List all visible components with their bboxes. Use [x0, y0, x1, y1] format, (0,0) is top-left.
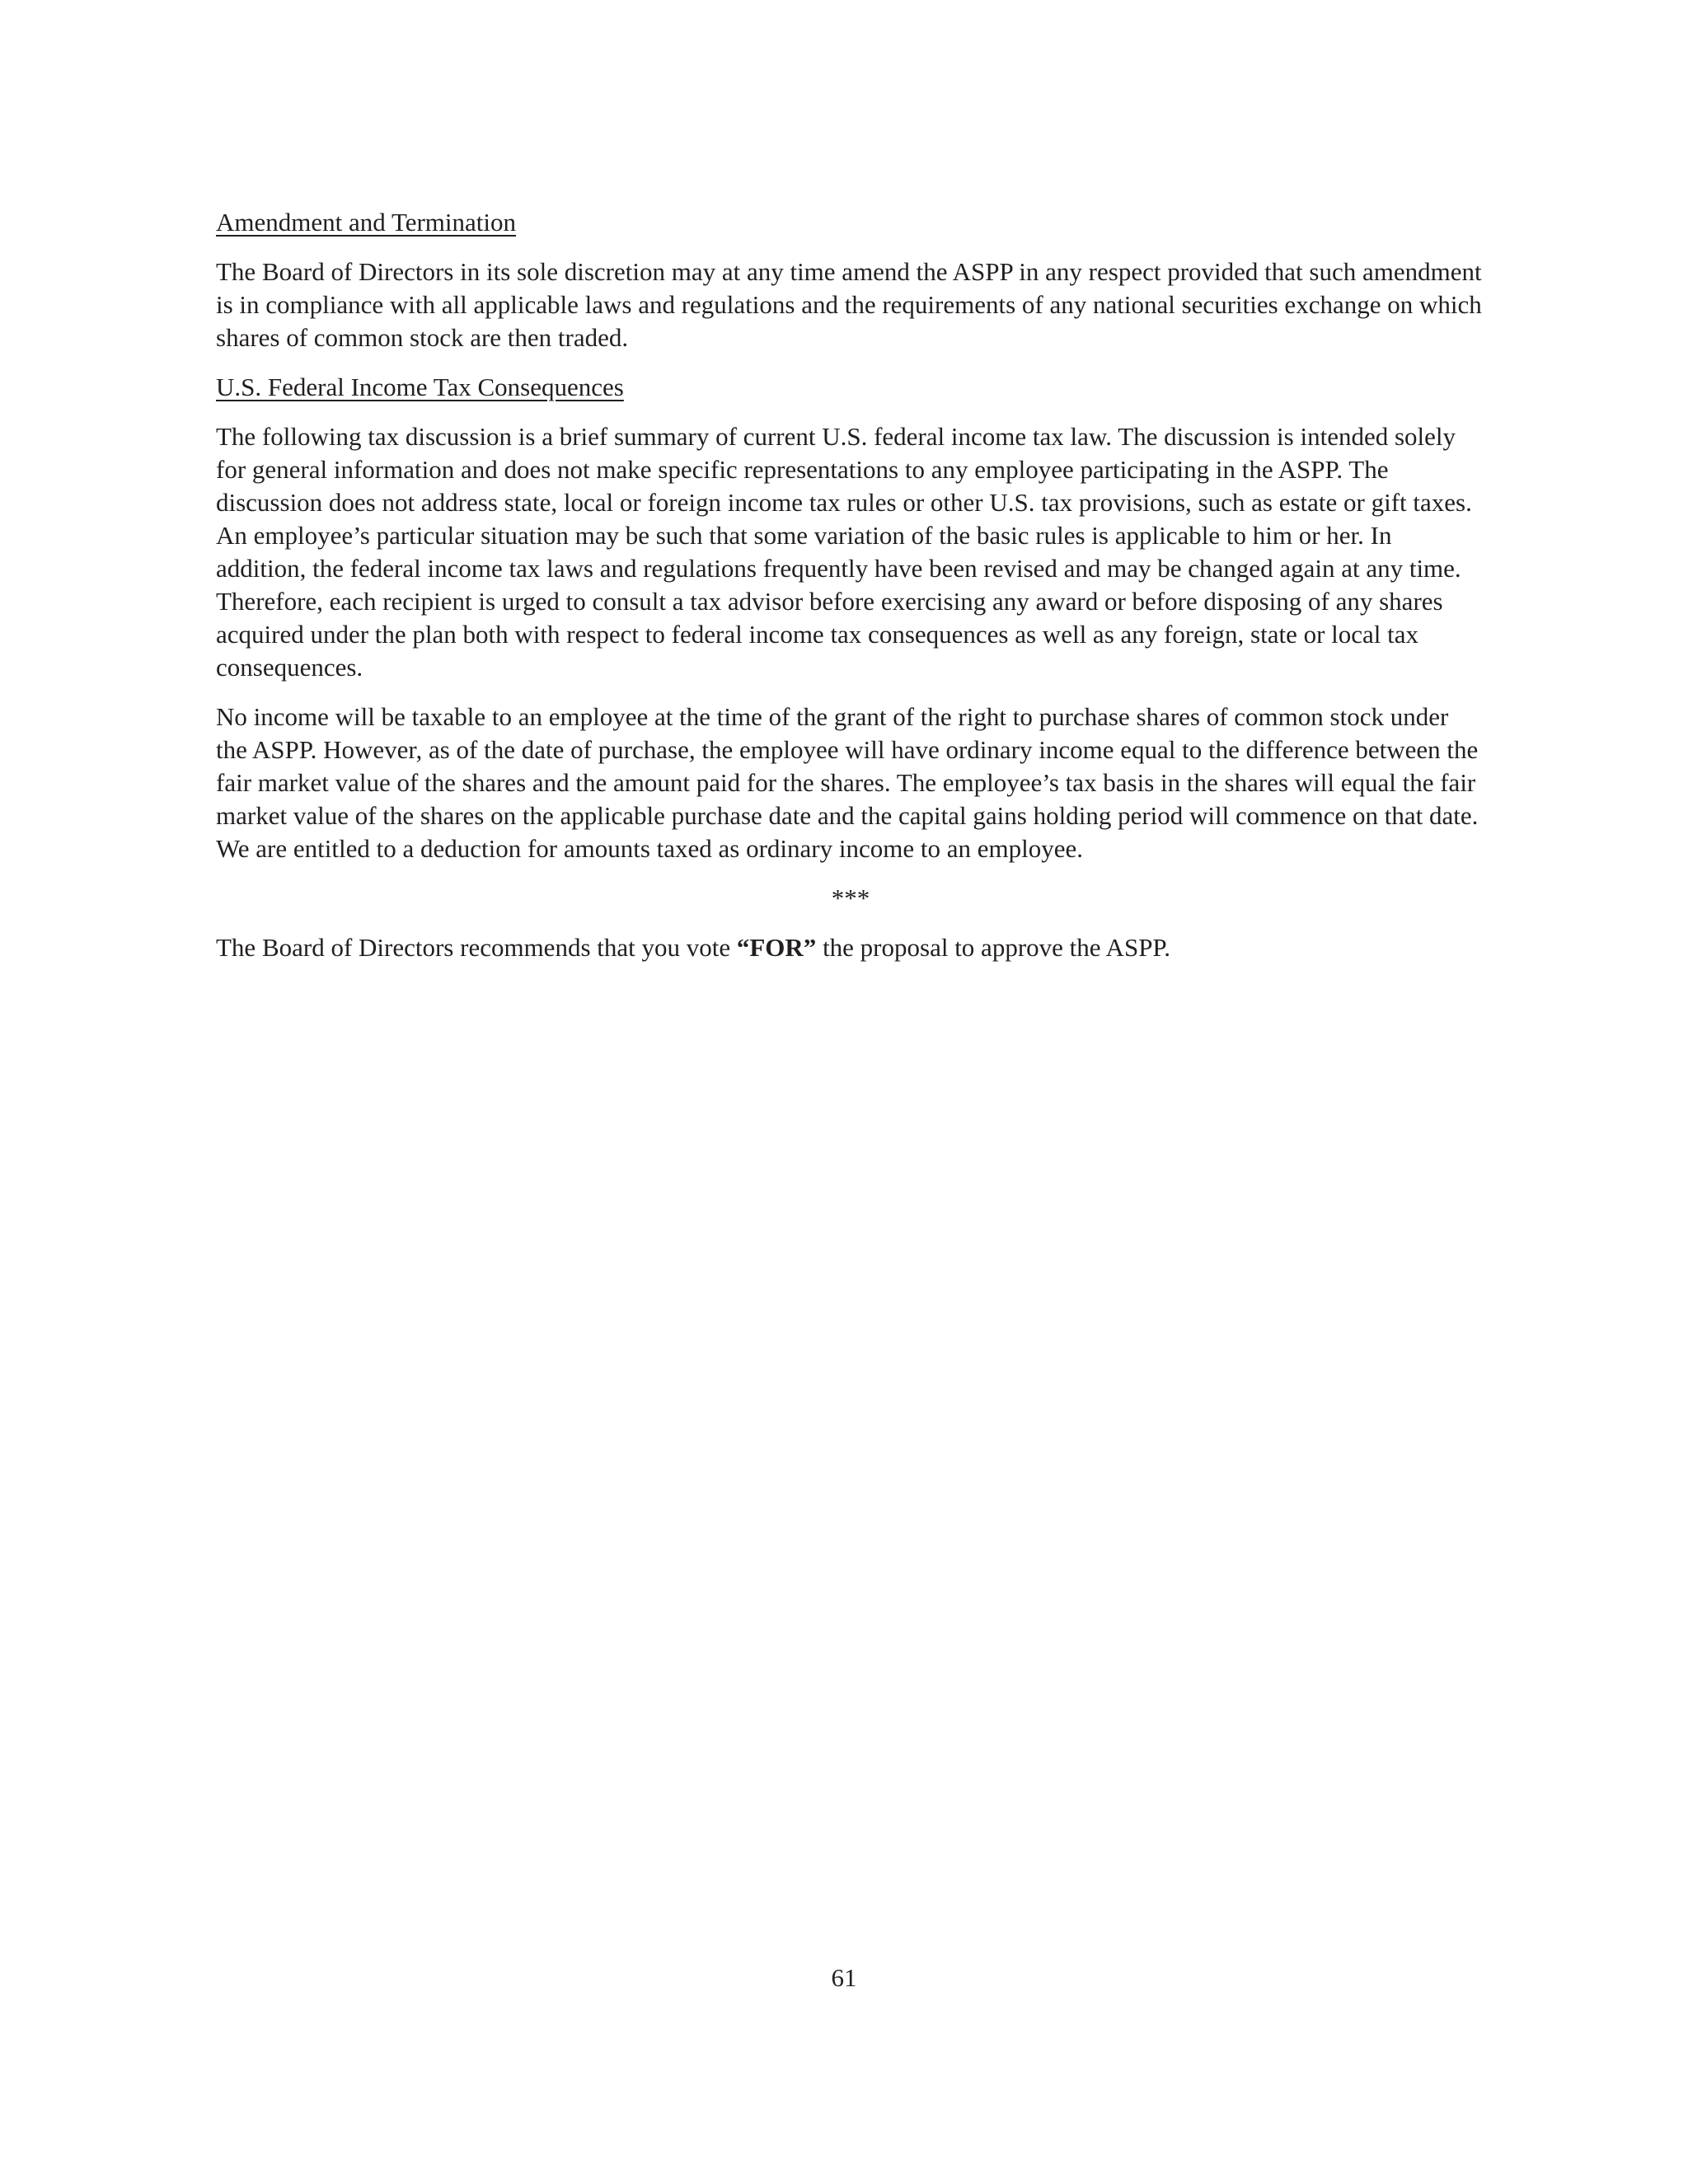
section-separator: *** — [831, 883, 870, 912]
section-heading-amendment: Amendment and Termination — [216, 208, 517, 237]
page-number: 61 — [831, 1963, 857, 1992]
document-body — [216, 206, 1485, 981]
recommendation-text-after: the proposal to approve the ASPP. — [816, 933, 1170, 962]
recommendation-paragraph — [216, 931, 1485, 964]
recommendation-text-before: The Board of Directors recommends that you vote — [216, 933, 737, 962]
recommendation-emphasis: “FOR” — [736, 933, 817, 962]
paragraph-tax-income: No income will be taxable to an employee at the time of the grant of the right to purchase shares of common stock under the ASPP. However, as of the date of purchase, the employee will have ordinary income equal to the difference between the fair market value of the shares and the amount paid for the shares. The employee’s tax basis in the shares will equal the fair market value of the shares on the applicable purchase date and the capital gains holding period will commence on that date. We are entitled to a deduction for amounts taxed as ordinary income to an employee. — [216, 702, 1479, 863]
section-heading-tax: U.S. Federal Income Tax Consequences — [216, 373, 624, 401]
paragraph-amendment: The Board of Directors in its sole discretion may at any time amend the ASPP in any respect provided that such amendment is in compliance with all applicable laws and regulations and the requirements of any national securities exchange on which shares of common stock are then traded. — [216, 257, 1482, 352]
paragraph-tax-summary: The following tax discussion is a brief summary of current U.S. federal income tax law. The discussion is intended solely for general information and does not make specific representations to any employee participating in the ASPP. The discussion does not address state, local or foreign income tax rules or other U.S. tax provisions, such as estate or gift taxes. An employee’s particular situation may be such that some variation of the basic rules is applicable to him or her. In addition, the federal income tax laws and regulations frequently have been revised and may be changed again at any time. Therefore, each recipient is urged to consult a tax advisor before exercising any award or before disposing of any shares acquired under the plan both with respect to federal income tax consequences as well as any foreign, state or local tax consequences. — [216, 422, 1472, 682]
